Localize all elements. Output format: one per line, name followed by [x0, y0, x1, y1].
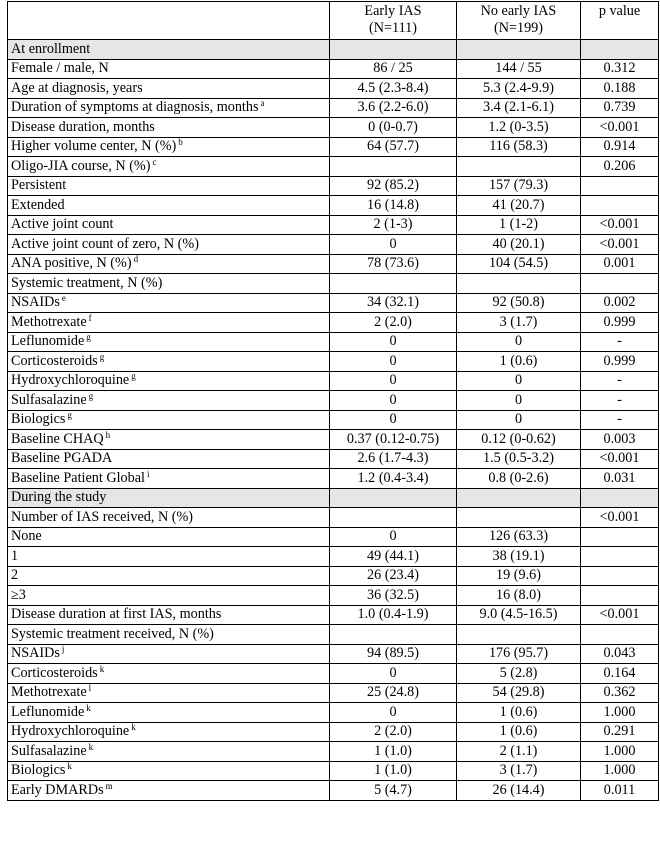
row-label: Higher volume center, N (%)	[11, 138, 177, 155]
row-label-cell	[8, 664, 330, 684]
row-label-cell	[8, 449, 330, 469]
row-label: ≥3	[11, 586, 26, 603]
early-ias-value: 2 (2.0)	[330, 722, 457, 742]
table-row	[8, 98, 659, 118]
no-early-ias-value: 126 (63.3)	[457, 527, 581, 547]
no-early-ias-value: 144 / 55	[457, 59, 581, 79]
table-row	[8, 274, 659, 294]
p-value: 0.003	[581, 430, 659, 450]
row-label: Oligo-JIA course, N (%)	[11, 157, 151, 174]
table-row	[8, 722, 659, 742]
row-label-cell	[8, 313, 330, 333]
section-empty-cell	[457, 488, 581, 508]
early-ias-value: 26 (23.4)	[330, 566, 457, 586]
p-value: 0.031	[581, 469, 659, 489]
table-row	[8, 118, 659, 138]
early-ias-value: 0	[330, 703, 457, 723]
p-value: 0.312	[581, 59, 659, 79]
early-ias-value: 49 (44.1)	[330, 547, 457, 567]
no-early-ias-value	[457, 625, 581, 645]
early-ias-value: 1.0 (0.4-1.9)	[330, 605, 457, 625]
early-ias-value: 0	[330, 371, 457, 391]
row-label-cell	[8, 410, 330, 430]
row-label-cell	[8, 137, 330, 157]
section-header-row	[8, 40, 659, 60]
table-row	[8, 371, 659, 391]
row-label-cell	[8, 508, 330, 528]
early-ias-value: 0.37 (0.12-0.75)	[330, 430, 457, 450]
row-label: Extended	[11, 196, 65, 213]
p-value: 0.999	[581, 313, 659, 333]
footnote-marker: k	[67, 761, 72, 772]
footnote-marker: l	[88, 683, 92, 694]
table-row	[8, 781, 659, 801]
footnote-marker: i	[146, 468, 150, 479]
row-label: Sulfasalazine	[11, 391, 87, 408]
row-label-cell	[8, 352, 330, 372]
p-value: <0.001	[581, 449, 659, 469]
no-early-ias-value	[457, 508, 581, 528]
row-label-cell	[8, 625, 330, 645]
early-ias-value: 1 (1.0)	[330, 742, 457, 762]
row-label: None	[11, 528, 42, 545]
footnote-marker: k	[88, 741, 94, 752]
row-label: Hydroxychloroquine	[11, 372, 130, 389]
row-label: NSAIDs	[11, 645, 60, 662]
no-early-ias-value: 5.3 (2.4-9.9)	[457, 79, 581, 99]
row-label-cell	[8, 215, 330, 235]
table-row	[8, 59, 659, 79]
row-label-cell	[8, 98, 330, 118]
section-empty-cell	[330, 40, 457, 60]
p-value: -	[581, 391, 659, 411]
no-early-ias-value: 1 (0.6)	[457, 703, 581, 723]
early-ias-value: 1 (1.0)	[330, 761, 457, 781]
early-ias-value: 36 (32.5)	[330, 586, 457, 606]
table-row	[8, 176, 659, 196]
row-label: Age at diagnosis, years	[11, 79, 143, 96]
row-label: Leflunomide	[11, 333, 85, 350]
early-ias-value	[330, 508, 457, 528]
early-ias-value	[330, 274, 457, 294]
early-ias-value: 2.6 (1.7-4.3)	[330, 449, 457, 469]
early-ias-value: 16 (14.8)	[330, 196, 457, 216]
row-label-cell	[8, 371, 330, 391]
row-label-cell	[8, 157, 330, 177]
no-early-ias-value: 157 (79.3)	[457, 176, 581, 196]
early-ias-value: 1.2 (0.4-3.4)	[330, 469, 457, 489]
no-early-ias-value: 1 (1-2)	[457, 215, 581, 235]
table-row	[8, 605, 659, 625]
row-label: Baseline Patient Global	[11, 469, 145, 486]
early-ias-value: 0	[330, 235, 457, 255]
no-early-ias-value: 0	[457, 332, 581, 352]
row-label: Systemic treatment, N (%)	[11, 274, 163, 291]
row-label: Leflunomide	[11, 703, 85, 720]
p-value: -	[581, 332, 659, 352]
p-value	[581, 566, 659, 586]
no-early-ias-value: 38 (19.1)	[457, 547, 581, 567]
early-ias-value: 0	[330, 332, 457, 352]
p-value	[581, 586, 659, 606]
early-ias-value: 0	[330, 527, 457, 547]
section-header-row	[8, 488, 659, 508]
section-empty-cell	[330, 488, 457, 508]
row-label-cell	[8, 781, 330, 801]
p-value: 0.291	[581, 722, 659, 742]
no-early-ias-value: 92 (50.8)	[457, 293, 581, 313]
early-ias-value: 2 (1-3)	[330, 215, 457, 235]
early-ias-value: 0 (0-0.7)	[330, 118, 457, 138]
row-label-cell	[8, 59, 330, 79]
p-value: 0.001	[581, 254, 659, 274]
footnote-marker: h	[105, 429, 111, 440]
p-value	[581, 196, 659, 216]
p-value: 0.188	[581, 79, 659, 99]
no-early-ias-value: 5 (2.8)	[457, 664, 581, 684]
no-early-ias-value: 0.8 (0-2.6)	[457, 469, 581, 489]
row-label: 2	[11, 567, 19, 584]
p-value: <0.001	[581, 118, 659, 138]
footnote-marker: g	[131, 371, 136, 382]
p-value: 1.000	[581, 703, 659, 723]
p-value	[581, 547, 659, 567]
footnote-marker: j	[61, 644, 65, 655]
table-row	[8, 761, 659, 781]
table-row	[8, 157, 659, 177]
row-label-cell	[8, 196, 330, 216]
early-ias-value: 0	[330, 352, 457, 372]
footnote-marker: d	[133, 254, 139, 265]
footnote-marker: k	[86, 702, 91, 713]
p-value: 0.739	[581, 98, 659, 118]
p-value: 1.000	[581, 761, 659, 781]
table-row	[8, 352, 659, 372]
no-early-ias-value: 54 (29.8)	[457, 683, 581, 703]
header-early-ias	[330, 2, 457, 40]
row-label: Biologics	[11, 411, 66, 428]
table-row	[8, 644, 659, 664]
table-row	[8, 586, 659, 606]
table-row	[8, 137, 659, 157]
table-row	[8, 196, 659, 216]
header-no-early-ias-n: (N=199)	[494, 20, 543, 36]
row-label: Methotrexate	[11, 684, 87, 701]
no-early-ias-value: 0.12 (0-0.62)	[457, 430, 581, 450]
row-label: Corticosteroids	[11, 352, 98, 369]
row-label-cell	[8, 332, 330, 352]
table-row	[8, 293, 659, 313]
row-label: Systemic treatment received, N (%)	[11, 625, 214, 642]
row-label-cell	[8, 586, 330, 606]
table-row	[8, 527, 659, 547]
early-ias-value: 3.6 (2.2-6.0)	[330, 98, 457, 118]
row-label-cell	[8, 254, 330, 274]
table-row	[8, 410, 659, 430]
no-early-ias-value: 1.5 (0.5-3.2)	[457, 449, 581, 469]
header-early-ias-title: Early IAS	[364, 3, 422, 19]
early-ias-value: 92 (85.2)	[330, 176, 457, 196]
footnote-marker: m	[105, 780, 113, 791]
row-label: Baseline CHAQ	[11, 430, 104, 447]
no-early-ias-value: 26 (14.4)	[457, 781, 581, 801]
row-label-cell	[8, 605, 330, 625]
row-label-cell	[8, 79, 330, 99]
section-empty-cell	[581, 488, 659, 508]
row-label: ANA positive, N (%)	[11, 255, 132, 272]
row-label: Active joint count	[11, 216, 114, 233]
row-label-cell	[8, 527, 330, 547]
table-row	[8, 703, 659, 723]
table-row	[8, 391, 659, 411]
no-early-ias-value: 116 (58.3)	[457, 137, 581, 157]
p-value: 0.362	[581, 683, 659, 703]
early-ias-value: 78 (73.6)	[330, 254, 457, 274]
row-label-cell	[8, 293, 330, 313]
no-early-ias-value: 9.0 (4.5-16.5)	[457, 605, 581, 625]
table-row	[8, 215, 659, 235]
header-no-early-ias	[457, 2, 581, 40]
p-value: <0.001	[581, 215, 659, 235]
no-early-ias-value: 3 (1.7)	[457, 761, 581, 781]
row-label: Biologics	[11, 762, 66, 779]
row-label: Sulfasalazine	[11, 742, 87, 759]
row-label: Duration of symptoms at diagnosis, months	[11, 99, 259, 116]
p-value: <0.001	[581, 508, 659, 528]
row-label-cell	[8, 742, 330, 762]
row-label-cell	[8, 430, 330, 450]
table-row	[8, 254, 659, 274]
table-row	[8, 235, 659, 255]
table-row	[8, 683, 659, 703]
table-row	[8, 79, 659, 99]
early-ias-value: 25 (24.8)	[330, 683, 457, 703]
row-label-cell	[8, 683, 330, 703]
row-label: Baseline PGADA	[11, 450, 113, 467]
early-ias-value: 94 (89.5)	[330, 644, 457, 664]
table-row	[8, 332, 659, 352]
early-ias-value	[330, 625, 457, 645]
p-value: 0.043	[581, 644, 659, 664]
row-label-cell	[8, 547, 330, 567]
early-ias-value: 34 (32.1)	[330, 293, 457, 313]
no-early-ias-value: 40 (20.1)	[457, 235, 581, 255]
p-value: 1.000	[581, 742, 659, 762]
no-early-ias-value	[457, 274, 581, 294]
no-early-ias-value: 3 (1.7)	[457, 313, 581, 333]
footnote-marker: g	[86, 332, 91, 343]
p-value	[581, 527, 659, 547]
early-ias-value: 2 (2.0)	[330, 313, 457, 333]
p-value: 0.164	[581, 664, 659, 684]
footnote-marker: g	[99, 351, 105, 362]
row-label-cell	[8, 644, 330, 664]
no-early-ias-value: 2 (1.1)	[457, 742, 581, 762]
early-ias-value: 0	[330, 391, 457, 411]
footnote-marker: c	[152, 156, 157, 167]
row-label: Persistent	[11, 177, 67, 194]
row-label: Number of IAS received, N (%)	[11, 508, 194, 525]
table-row	[8, 430, 659, 450]
table-row	[8, 449, 659, 469]
no-early-ias-value: 3.4 (2.1-6.1)	[457, 98, 581, 118]
footnote-marker: e	[61, 293, 66, 304]
row-label-cell	[8, 722, 330, 742]
row-label: 1	[11, 547, 19, 564]
no-early-ias-value: 0	[457, 371, 581, 391]
footnote-marker: f	[88, 312, 92, 323]
p-value: <0.001	[581, 605, 659, 625]
early-ias-value: 0	[330, 664, 457, 684]
section-label: During the study	[8, 488, 330, 508]
row-label: Disease duration at first IAS, months	[11, 606, 222, 623]
no-early-ias-value: 176 (95.7)	[457, 644, 581, 664]
section-label: At enrollment	[8, 40, 330, 60]
header-no-early-ias-title: No early IAS	[480, 3, 557, 19]
footnote-marker: b	[178, 137, 183, 148]
table-row	[8, 547, 659, 567]
table-row	[8, 566, 659, 586]
p-value: -	[581, 371, 659, 391]
p-value: 0.206	[581, 157, 659, 177]
table-row	[8, 313, 659, 333]
row-label-cell	[8, 118, 330, 138]
header-row	[8, 2, 659, 40]
early-ias-value: 0	[330, 410, 457, 430]
table-row	[8, 508, 659, 528]
row-label-cell	[8, 703, 330, 723]
no-early-ias-value: 1 (0.6)	[457, 722, 581, 742]
no-early-ias-value: 1 (0.6)	[457, 352, 581, 372]
no-early-ias-value: 0	[457, 410, 581, 430]
early-ias-value: 64 (57.7)	[330, 137, 457, 157]
no-early-ias-value: 16 (8.0)	[457, 586, 581, 606]
no-early-ias-value	[457, 157, 581, 177]
early-ias-value	[330, 157, 457, 177]
p-value: 0.011	[581, 781, 659, 801]
early-ias-value: 86 / 25	[330, 59, 457, 79]
no-early-ias-value: 19 (9.6)	[457, 566, 581, 586]
no-early-ias-value: 0	[457, 391, 581, 411]
footnote-marker: k	[99, 663, 105, 674]
footnote-marker: g	[67, 410, 72, 421]
row-label: NSAIDs	[11, 294, 60, 311]
row-label: Hydroxychloroquine	[11, 723, 130, 740]
footnote-marker: a	[260, 98, 265, 109]
no-early-ias-value: 104 (54.5)	[457, 254, 581, 274]
p-value	[581, 274, 659, 294]
header-characteristic	[8, 2, 330, 40]
section-empty-cell	[581, 40, 659, 60]
row-label: Disease duration, months	[11, 118, 155, 135]
row-label-cell	[8, 274, 330, 294]
p-value: <0.001	[581, 235, 659, 255]
table-row	[8, 742, 659, 762]
p-value: 0.914	[581, 137, 659, 157]
row-label-cell	[8, 176, 330, 196]
table-row	[8, 625, 659, 645]
row-label-cell	[8, 761, 330, 781]
row-label-cell	[8, 391, 330, 411]
early-ias-value: 5 (4.7)	[330, 781, 457, 801]
footnote-marker: k	[131, 722, 136, 733]
section-empty-cell	[457, 40, 581, 60]
early-ias-value: 4.5 (2.3-8.4)	[330, 79, 457, 99]
row-label-cell	[8, 566, 330, 586]
p-value: -	[581, 410, 659, 430]
p-value	[581, 176, 659, 196]
footnote-marker: g	[88, 390, 94, 401]
p-value: 0.002	[581, 293, 659, 313]
no-early-ias-value: 41 (20.7)	[457, 196, 581, 216]
table-row	[8, 469, 659, 489]
table-header	[8, 2, 659, 40]
row-label-cell	[8, 469, 330, 489]
p-value: 0.999	[581, 352, 659, 372]
table-row	[8, 664, 659, 684]
row-label: Female / male, N	[11, 60, 109, 77]
characteristics-table	[7, 1, 659, 801]
header-p-value: p value	[581, 2, 659, 40]
header-early-ias-n: (N=111)	[369, 20, 417, 36]
row-label: Active joint count of zero, N (%)	[11, 235, 199, 252]
row-label: Early DMARDs	[11, 781, 104, 798]
row-label-cell	[8, 235, 330, 255]
row-label: Corticosteroids	[11, 664, 98, 681]
p-value	[581, 625, 659, 645]
row-label: Methotrexate	[11, 313, 87, 330]
no-early-ias-value: 1.2 (0-3.5)	[457, 118, 581, 138]
table-body	[8, 40, 659, 801]
